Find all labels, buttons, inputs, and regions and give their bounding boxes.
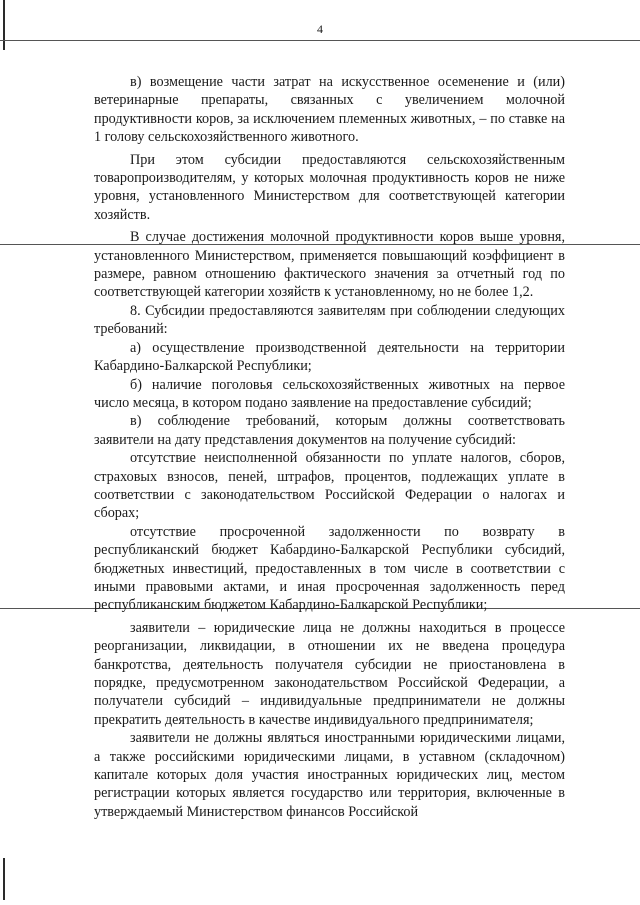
paragraph-requirement-v: в) соблюдение требований, которым должны соответствовать заявители на дату представления документов на получение субсидий:	[94, 413, 565, 448]
page-number: 4	[317, 22, 323, 36]
scan-rule-top	[0, 40, 640, 41]
paragraph-subsidy-item-v: в) возмещение части затрат на искусственное осеменение и (или) ветеринарные препараты, связанных с увеличением молочной продуктивности коров, за исключением племенных животных, – по ставке на 1 голову сельскохозяйственного животного.	[94, 74, 565, 146]
scan-mark-left-bottom	[3, 858, 5, 900]
paragraph-requirement-b: б) наличие поголовья сельскохозяйственных животных на первое число месяца, в котором подано заявление на предоставление субсидий;	[94, 376, 565, 411]
paragraph-coefficient: В случае достижения молочной продуктивности коров выше уровня, установленного Министерством, применяется повышающий коэффициент в размере, равном отношению фактического значения за отчетный год по соответствующей категории хозяйств к установленному, но не более 1,2.	[94, 229, 565, 301]
paragraph-foreign-entities: заявители не должны являться иностранными юридическими лицами, а также российскими юридическими лицами, в уставном (складочном) капитале которых доля участия иностранных юридических лиц, местом регистрации которых является государство или территория, включенные в утверждаемый Министерством финансов Российской	[94, 730, 565, 820]
paragraph-no-tax-debt: отсутствие неисполненной обязанности по уплате налогов, сборов, страховых взносов, пеней, штрафов, процентов, подлежащих уплате в соответствии с законодательством Российской Федерации о налогах и сборах;	[94, 450, 565, 522]
document-body	[94, 73, 565, 821]
paragraph-clause-8: 8. Субсидии предоставляются заявителям при соблюдении следующих требований:	[94, 302, 565, 338]
paragraph-legal-entity-status: заявители – юридические лица не должны находиться в процессе реорганизации, ликвидации, в отношении их не введена процедура банкротства, деятельность получателя субсидии не приостановлена в порядке, предусмотренном законодательством Российской Федерации, а получатели субсидий – индивидуальные предприниматели не должны прекратить деятельность в качестве индивидуального предпринимателя;	[94, 619, 565, 728]
paragraph-requirement-a: а) осуществление производственной деятельности на территории Кабардино-Балкарской Республики;	[94, 339, 565, 375]
paragraph-no-overdue-debt: отсутствие просроченной задолженности по возврату в республиканский бюджет Кабардино-Балкарской Республики субсидий, бюджетных инвестиций, предоставленных в том числе в соответствии с иными правовыми актами, и иная просроченная задолженность перед республиканским бюджетом Кабардино-Балкарской Республики;	[94, 523, 565, 614]
paragraph-subsidy-condition: При этом субсидии предоставляются сельскохозяйственным товаропроизводителям, у которых молочная продуктивность коров не ниже уровня, установленного Министерством для соответствующей категории хозяйств.	[94, 151, 565, 223]
scan-mark-left-top	[3, 0, 5, 50]
